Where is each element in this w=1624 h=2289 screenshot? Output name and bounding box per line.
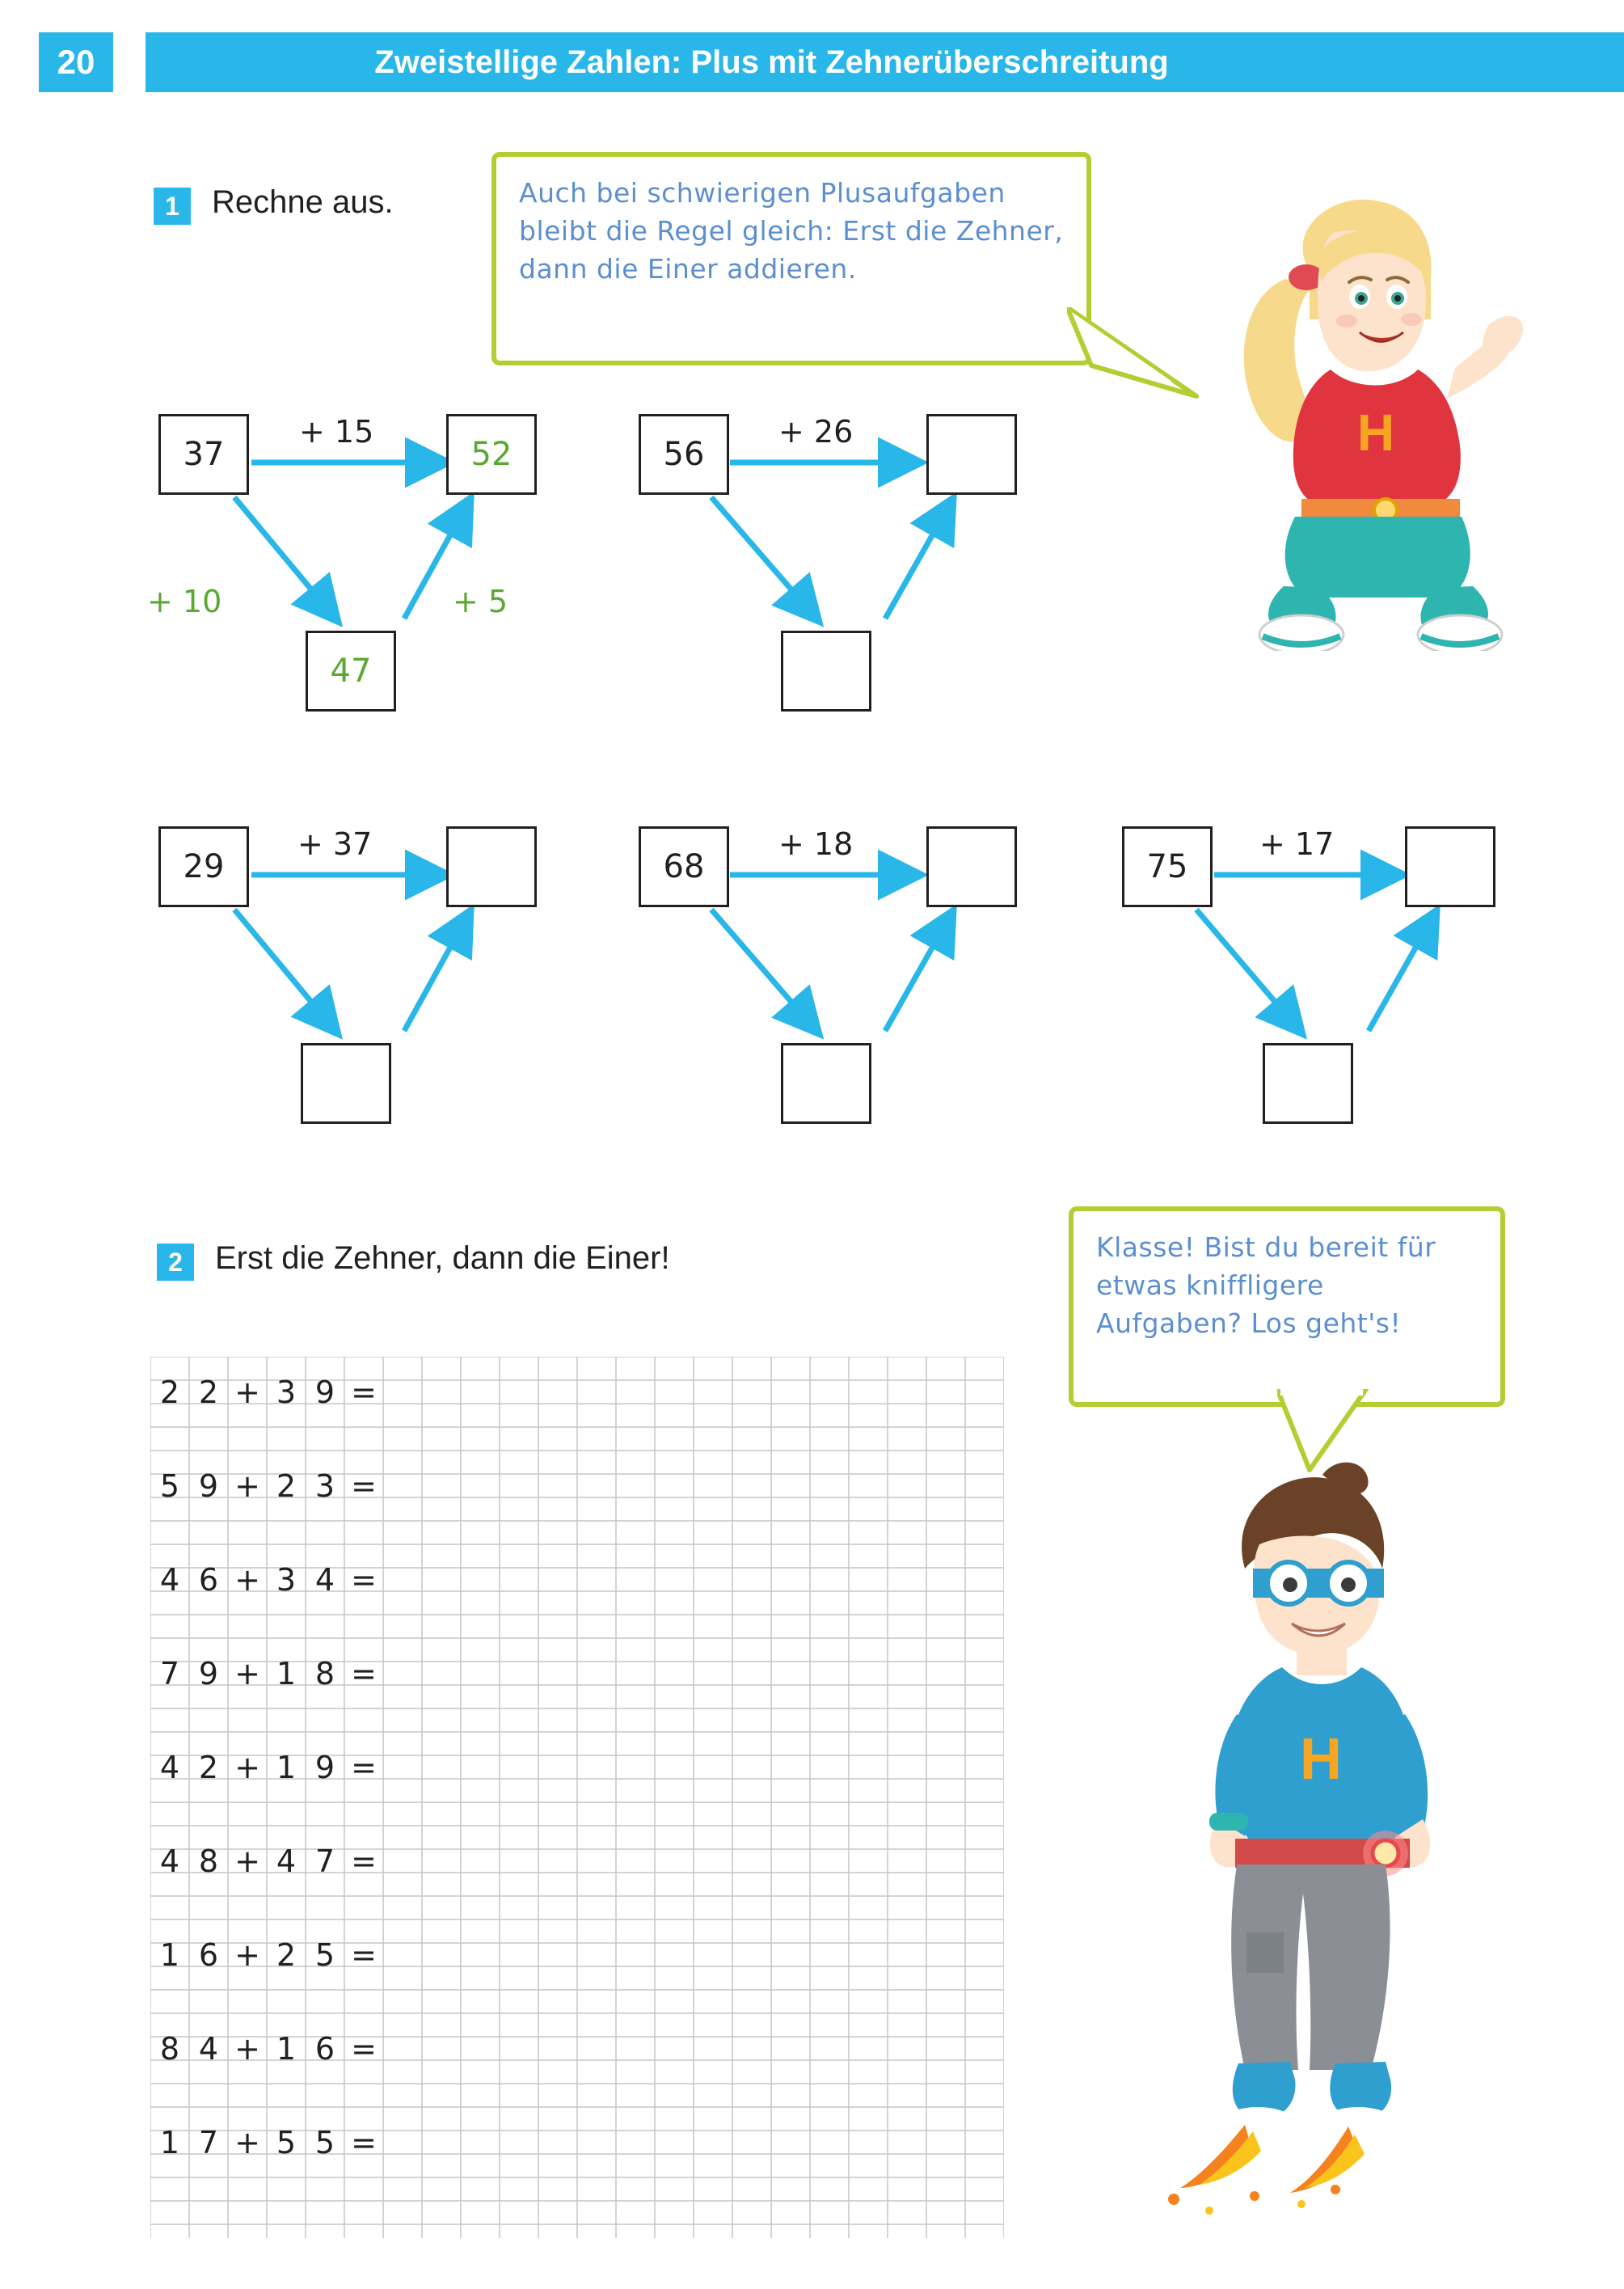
exercise-1-title: Rechne aus. — [212, 184, 394, 220]
grid-cell-7-a-ones: 6 — [198, 1937, 219, 1973]
grid-cell-5-a-tens: 4 — [159, 1750, 180, 1785]
grid-cell-2-a-tens: 5 — [159, 1468, 180, 1504]
grid-cell-7-a-tens: 1 — [159, 1937, 180, 1973]
grid-cell-4-a-ones: 9 — [198, 1656, 219, 1691]
speech-bubble-boy — [1069, 1206, 1505, 1407]
chain-3-top-op: + 37 — [297, 826, 373, 862]
page-number: 20 — [39, 32, 113, 92]
grid-cell-1-plus: + — [234, 1375, 260, 1410]
grid-cell-4-equals: = — [351, 1656, 377, 1691]
grid-cell-4-b-ones: 8 — [314, 1656, 335, 1691]
grid-cell-6-b-tens: 4 — [276, 1843, 297, 1879]
chain-5-top-op: + 17 — [1259, 826, 1335, 862]
grid-cell-9-equals: = — [351, 2125, 377, 2160]
page-title: Zweistellige Zahlen: Plus mit Zehnerüberschreitung — [146, 32, 1624, 92]
grid-cell-7-b-tens: 2 — [276, 1937, 297, 1973]
chain-1-top-op: + 15 — [299, 414, 374, 450]
exercise-2-title: Erst die Zehner, dann die Einer! — [215, 1240, 670, 1276]
chain-4-middle[interactable] — [781, 1043, 871, 1124]
grid-cell-2-plus: + — [234, 1468, 260, 1504]
chain-5-start: 75 — [1122, 826, 1213, 907]
chain-1-middle: 47 — [306, 631, 396, 712]
grid-cell-5-a-ones: 2 — [198, 1750, 219, 1785]
grid-cell-8-a-tens: 8 — [159, 2031, 180, 2067]
grid-cell-5-plus: + — [234, 1750, 260, 1785]
grid-cell-2-equals: = — [351, 1468, 377, 1504]
grid-cell-3-equals: = — [351, 1562, 377, 1598]
grid-cell-9-a-ones: 7 — [198, 2125, 219, 2160]
grid-cell-6-a-tens: 4 — [159, 1843, 180, 1879]
grid-cell-3-a-ones: 6 — [198, 1562, 219, 1598]
grid-cell-6-plus: + — [234, 1843, 260, 1879]
svg-text:H: H — [1300, 1727, 1342, 1792]
speech-bubble-boy-text: Klasse! Bist du bereit für etwas kniffligere Aufgaben? Los geht's! — [1096, 1231, 1436, 1339]
grid-cell-1-equals: = — [351, 1375, 377, 1410]
chain-1-right-op: + 5 — [453, 584, 508, 619]
grid-cell-3-plus: + — [234, 1562, 260, 1598]
grid-cell-3-b-tens: 3 — [276, 1562, 297, 1598]
grid-cell-9-b-ones: 5 — [314, 2125, 335, 2160]
grid-cell-1-b-ones: 9 — [314, 1375, 335, 1410]
grid-cell-7-plus: + — [234, 1937, 260, 1973]
grid-cell-3-b-ones: 4 — [314, 1562, 335, 1598]
grid-cell-3-a-tens: 4 — [159, 1562, 180, 1598]
exercise-2-number: 2 — [157, 1244, 194, 1281]
chain-2-middle[interactable] — [781, 631, 871, 712]
chain-4-top-op: + 18 — [778, 826, 854, 862]
grid-cell-8-a-ones: 4 — [198, 2031, 219, 2067]
grid-cell-2-b-tens: 2 — [276, 1468, 297, 1504]
grid-cell-9-plus: + — [234, 2125, 260, 2160]
grid-cell-8-b-tens: 1 — [276, 2031, 297, 2067]
chain-1-start: 37 — [158, 414, 249, 495]
chain-4-start: 68 — [639, 826, 729, 907]
grid-cell-1-a-ones: 2 — [198, 1375, 219, 1410]
page-header — [0, 32, 1624, 92]
character-girl — [1188, 182, 1536, 651]
grid-cell-4-b-tens: 1 — [276, 1656, 297, 1691]
speech-bubble-girl — [491, 152, 1091, 365]
grid-cell-1-a-tens: 2 — [159, 1375, 180, 1410]
grid-cell-8-b-ones: 6 — [314, 2031, 335, 2067]
chain-1-result: 52 — [446, 414, 537, 495]
chain-3-middle[interactable] — [301, 1043, 391, 1124]
grid-cell-8-equals: = — [351, 2031, 377, 2067]
chain-3-result[interactable] — [446, 826, 537, 907]
grid-cell-1-b-tens: 3 — [276, 1375, 297, 1410]
grid-cell-6-a-ones: 8 — [198, 1843, 219, 1879]
chain-2-start: 56 — [639, 414, 729, 495]
speech-bubble-girl-text: Auch bei schwierigen Plusaufgaben bleibt die Regel gleich: Erst die Zehner, dann die Einer addieren. — [519, 177, 1064, 285]
grid-cell-2-b-ones: 3 — [314, 1468, 335, 1504]
grid-cell-8-plus: + — [234, 2031, 260, 2067]
character-boy — [1132, 1447, 1487, 2215]
grid-cell-9-b-tens: 5 — [276, 2125, 297, 2160]
grid-cell-5-b-ones: 9 — [314, 1750, 335, 1785]
chain-2-top-op: + 26 — [778, 414, 854, 450]
chain-1-left-op: + 10 — [147, 584, 222, 619]
exercise-1-number: 1 — [154, 188, 191, 225]
grid-cell-4-a-tens: 7 — [159, 1656, 180, 1691]
chain-5-middle[interactable] — [1263, 1043, 1353, 1124]
grid-cell-6-equals: = — [351, 1843, 377, 1879]
grid-cell-6-b-ones: 7 — [314, 1843, 335, 1879]
grid-cell-7-equals: = — [351, 1937, 377, 1973]
grid-cell-4-plus: + — [234, 1656, 260, 1691]
grid-cell-9-a-tens: 1 — [159, 2125, 180, 2160]
chain-4-result[interactable] — [926, 826, 1017, 907]
svg-text:H: H — [1356, 403, 1395, 462]
chain-5-result[interactable] — [1405, 826, 1495, 907]
grid-cell-7-b-ones: 5 — [314, 1937, 335, 1973]
chain-3-start: 29 — [158, 826, 249, 907]
grid-cell-2-a-ones: 9 — [198, 1468, 219, 1504]
grid-cell-5-equals: = — [351, 1750, 377, 1785]
chain-2-result[interactable] — [926, 414, 1017, 495]
grid-cell-5-b-tens: 1 — [276, 1750, 297, 1785]
